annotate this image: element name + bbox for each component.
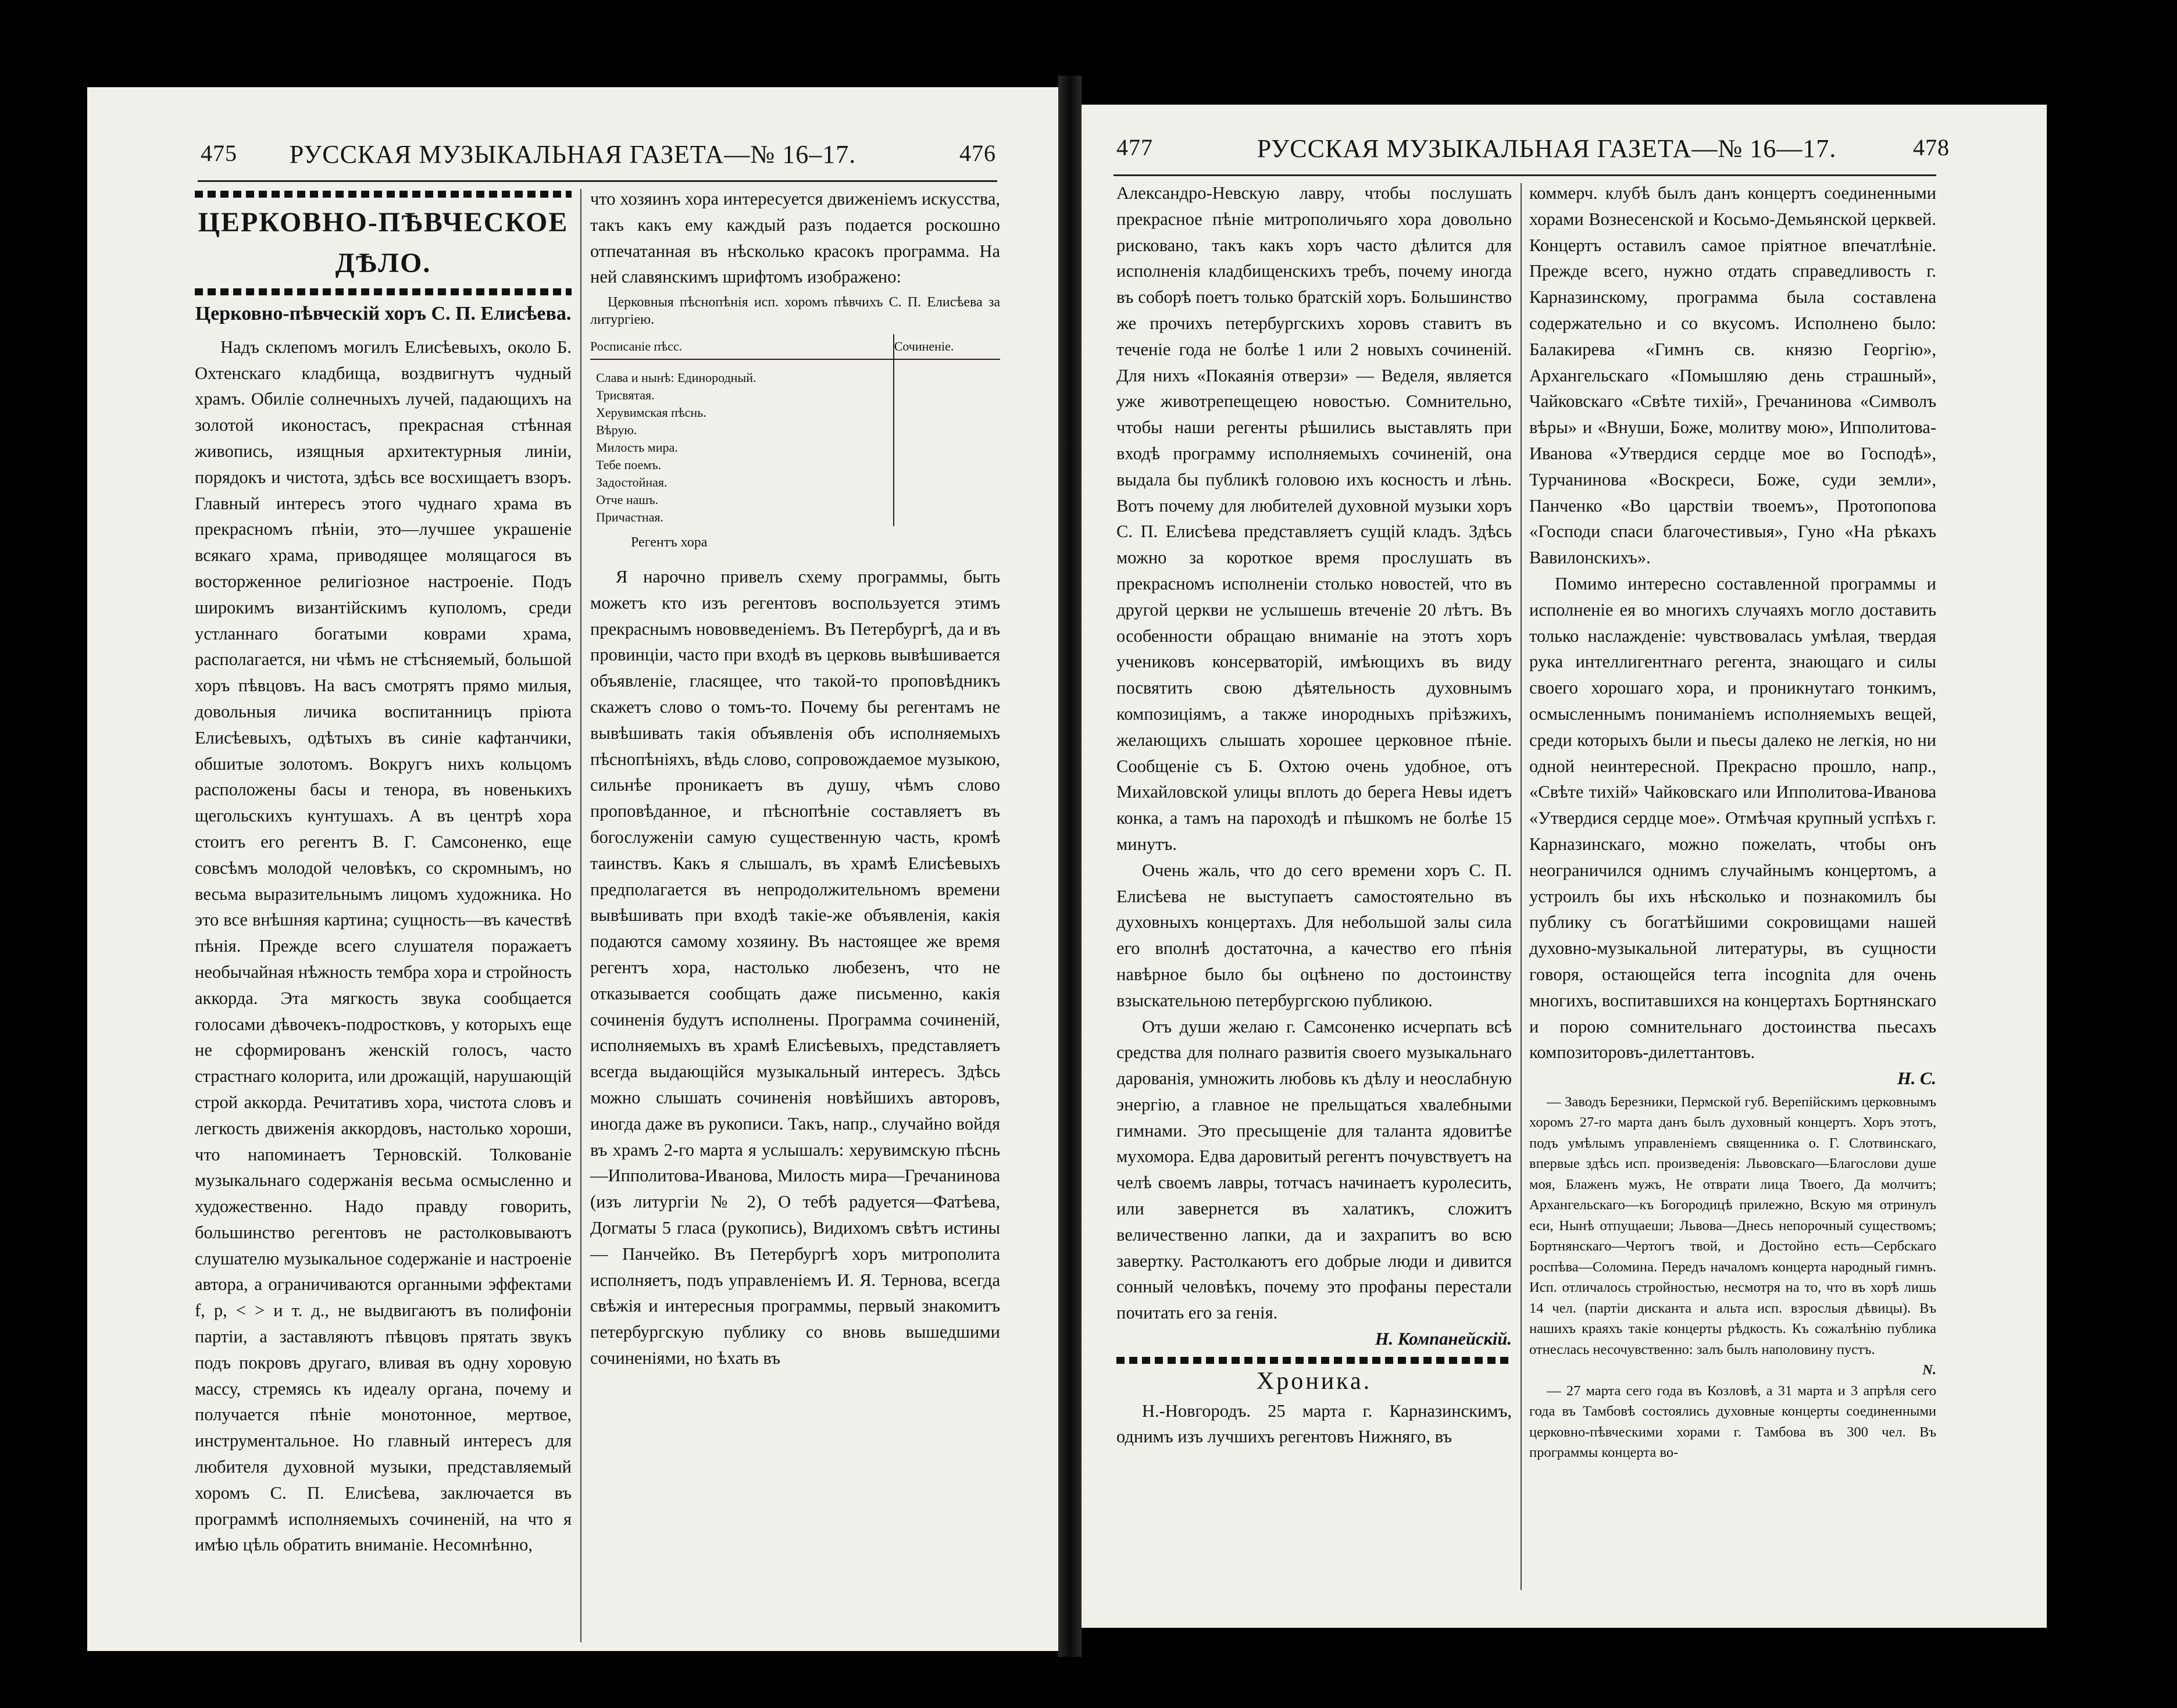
right-header-title: РУССКАЯ МУЗЫКАЛЬНАЯ ГАЗЕТА—№ 16—17. (1257, 134, 1837, 163)
program-item: Милость мира. (596, 440, 678, 455)
column-divider (1521, 183, 1522, 1590)
paragraph: Александро-Невскую лавру, чтобы послушать прекрасное пѣніе митрополичьяго хора довольно рисковано, такъ какъ хоръ часто дѣлится для исполненія кладбищенскихъ требъ, почему иногда въ соборѣ поетъ только братскій хоръ. Большинство же прочихъ петербургскихъ хоровъ ставитъ въ теченіе года не болѣе 1 или 2 новыхъ сочиненій. Для нихъ «Покаянія отверзи» — Веделя, является уже животрепещещею новостью. Сомнительно, чтобы наши регенты рѣшились выставлять при входѣ программу исполняемыхъ сочиненій, она выдала бы публикѣ головою ихъ косность и лѣнь. Вотъ почему для любителей духовной музыки хоръ С. П. Елисѣева представляетъ сущій кладъ. Здѣсь можно за короткое время прослушать въ прекрасномъ исполненіи столько новостей, что въ другой церкви не услышешь втеченіе 20 лѣтъ. Въ особенности обращаю вниманіе на этотъ хоръ учениковъ консерваторій, имѣющихъ въ виду посвятить свою дѣятельность духовнымъ композиціямъ, а также инородныхъ пріѣзжихъ, желающихъ слышать хорошее церковное пѣніе. Сообщеніе съ Б. Охтою очень удобное, отъ Михайловской улицы вплоть до берега Невы идетъ конка, а тамъ на пароходѣ и пѣшкомъ не болѣе 15 минутъ. (1116, 183, 1512, 854)
paragraph: Н.-Новгородъ. 25 марта г. Карназинскимъ, однимъ изъ лучшихъ регентовъ Нижняго, въ (1116, 1400, 1512, 1447)
paragraph: Помимо интересно составленной программы и исполненіе ея во многихъ случаяхъ могло доставить только наслажденіе: чувствовалась умѣлая, твердая рука интеллигентнаго регента, знающаго и силы своего хорошаго хора, и проникнутаго тонкимъ, осмысленнымъ пониманіемъ исполняемыхъ вещей, среди которыхъ были и пьесы далеко не легкія, но ни одной неинтересной. Прекрасно прошло, напр., «Свѣте тихій» Чайковскаго или Ипполитова-Иванова «Утвердися сердце мое». Отмѣчая крупный успѣхъ г. Карназинскаго, можно пожелать, чтобы онъ неограничился однимъ случайнымъ концертомъ, а устроилъ бы ихъ нѣсколько и познакомилъ бы публику съ богатѣйшими сокровищами нашей духовно-музыкальной литературы, въ сущности говоря, остающейся terra incognita для очень многихъ, воспитавшихся на концертахъ Бортнянскаго и порою сомнительнаго достоинства пьесахъ композиторовъ-дилеттантовъ. (1529, 573, 1937, 1063)
column-4 (1529, 180, 1936, 1463)
page-number-477: 477 (1116, 134, 1153, 160)
program-header-composition: Сочиненіе. (894, 334, 1000, 359)
section-title: ЦЕРКОВНО-ПѢВЧЕСКОЕ ДѢЛО. (198, 207, 569, 278)
small-print-news (1529, 1092, 1936, 1463)
program-item: Слава и нынѣ: Единородный. (596, 370, 756, 385)
left-page (87, 87, 1058, 1651)
column-2 (590, 186, 1000, 1371)
program-item: Причастная. (596, 510, 664, 525)
header-rule (198, 180, 997, 182)
page-number-476: 476 (959, 140, 996, 166)
column-3 (1116, 180, 1512, 1450)
program-item: Отче нашъ. (596, 492, 659, 508)
program-item: Вѣрую. (596, 423, 637, 438)
book-gutter (1058, 76, 1082, 1657)
program-footer: Регентъ хора (631, 535, 708, 551)
program-header-pieces: Росписаніе пѣсс. (590, 334, 894, 359)
chronicle-title: Хроника. (1256, 1367, 1372, 1395)
column-1 (195, 186, 572, 1558)
program-item: Трисвятая. (596, 388, 655, 403)
paragraph: Надъ склепомъ могилъ Елисѣевыхъ, около Б. Охтенскаго кладбища, воздвигнутъ чудный храмъ. Обиліе солнечныхъ лучей, падающихъ на золотой иконостасъ, прекрасная стѣнная живопись, изящныя архитектурныя линіи, порядокъ и чистота, здѣсь все восхищаетъ взоръ. Главный интересъ этого чуднаго храма въ прекрасномъ пѣніи, это—лучшее украшеніе всякаго храма, приводящее молящагося въ восторженное религіозное настроеніе. Подъ широкимъ византійскимъ куполомъ, среди устланнаго богатыми коврами храма, располагается, ни чѣмъ не стѣсняемый, большой хоръ пѣвцовъ. На васъ смотрятъ прямо милыя, довольныя личика воспитанницъ пріюта Елисѣевыхъ, одѣтыхъ въ синіе кафтанчики, обшитые золотомъ. Вокругъ нихъ кольцомъ расположены басы и тенора, въ новенькихъ щегольскихъ кунтушахъ. А въ центрѣ хора стоитъ его регентъ В. Г. Самсоненко, еще совсѣмъ молодой человѣкъ, со скромнымъ, но весьма выразительнымъ лицомъ художника. Но это все внѣшняя картина; сущность—въ качествѣ пѣнія. Прежде всего слушателя поражаетъ необычайная нѣжность тембра хора и стройность аккорда. Эта мягкость звука сообщается голосами дѣвочекъ-подростковъ, у которыхъ еще не сформированъ женскій голосъ, часто страстнаго колорита, или дрожащій, нарушающій строй аккорда. Речитативъ хора, чистота словъ и легкость движенія аккордовъ, настолько хороши, что напоминаетъ Терновскій. Толкованіе музыкальнаго содержанія весьма осмысленно и художественно. Надо правду говорить, большинство регентовъ не растолковываютъ слушателю музыкальное содержаніе и настроеніе автора, а ограничиваются органными эффектами f, p, < > и т. д., не выдвигаютъ въ полифоніи партіи, а заставляютъ пѣвцовъ прятать звукъ подъ покровъ другаго, вливая въ одну хоровую массу, стремясь къ идеалу органа, почему и получается пѣніе монотонное, мертвое, инструментальное. Но главный интересъ для любителя духовной музыки, представляемый хоромъ С. П. Елисѣева, заключается въ программѣ исполняемыхъ сочиненій, на что я имѣю цѣль обратить вниманіе. Несомнѣнно, (195, 337, 572, 1555)
paragraph: что хозяинъ хора интересуется движеніемъ искусства, такъ какъ ему каждый разъ подается роскошно отпечатанная въ нѣсколько красокъ программа. На ней славянскимъ шрифтомъ изображено: (590, 189, 1000, 287)
column-divider (580, 189, 581, 1642)
news-item: — Заводъ Березники, Пермской губ. Верепійскимъ церковнымъ хоромъ 27-го марта данъ былъ духовный концертъ. Хоръ этотъ, подъ умѣлымъ управленіемъ священника о. Г. Слотвинскаго, впервые здѣсь исп. произведенія: Львовскаго—Благослови душе моя, Блаженъ мужъ, Не отврати лица Твоего, Да молчитъ; Архангельскаго—къ Богородицѣ прилежно, Вскую мя отринулъ еси, Нынѣ отпущаеши; Львова—Днесь непорочный существомъ; Бортнянскаго—Чертогъ твой, и Достойно есть—Сербскаго роспѣва—Соломина. Передъ началомъ концерта народный гимнъ. Исп. отличалось стройностью, несмотря на то, что въ хорѣ лишь 14 чел. (партіи дисканта и альта исп. взрослыя дѣвицы). Въ нашихъ краяхъ такіе концерты рѣдкость. Къ сожалѣнію публика отнеслась несочувственно: залъ былъ наполовину пустъ. (1529, 1094, 1936, 1357)
ornament-chronicle (1116, 1357, 1512, 1364)
page-number-475: 475 (201, 140, 237, 166)
program-item: Тебе поемъ. (596, 458, 662, 473)
right-page-header (1082, 134, 2047, 174)
header-rule (1114, 174, 1936, 176)
paragraph: коммерч. клубѣ былъ данъ концертъ соединенными хорами Вознесенской и Косьмо-Демьянской церквей. Концертъ оставилъ самое пріятное впечатлѣніе. Прежде всего, нужно отдать справедливость г. Карназинскому, программа была составлена содержательно и со вкусомъ. Исполнено было: Балакирева «Гимнъ св. князю Георгію», Архангельскаго «Помышляю день страшный», Чайковскаго «Свѣте тихій», Гречанинова «Символъ вѣры» и «Внуши, Боже, молитву мою», Ипполитова-Иванова «Утвердися сердце мое во Господѣ», Турчанинова «Воскреси, Боже, суди земли», Панченко «Во царствіи твоемъ», Протопопова «Господи спаси благочестивыя», Гуно «На рѣкахъ Вавилонскихъ». (1529, 183, 1936, 568)
paragraph: Отъ души желаю г. Самсоненко исчерпать всѣ средства для полнаго развитія своего музыкальнаго дарованія, умножить любовь къ дѣлу и неослабную энергію, а главное не прельщаться хвалебными гимнами. Это пресыщеніе для таланта ядовитѣе мухомора. Едва даровитый регентъ почувствуетъ на челѣ своемъ лавры, тотчасъ начинаетъ куролесить, или завернется въ халатикъ, сложитъ величественно лапки, да и захрапитъ во всю завертку. Растолкаютъ его добрые люди и дивится сонный человѣкъ, почему это профаны перестали почитать его за генія. (1116, 1016, 1512, 1323)
news-item: — 27 марта сего года въ Козловѣ, а 31 марта и 3 апрѣля сего года въ Тамбовѣ состоялись духовные концерты соединенными церковно-пѣвческими хорами г. Тамбова въ 300 чел. Въ программы концерта во- (1529, 1382, 1936, 1461)
signature: Н. С. (1897, 1069, 1936, 1089)
paragraph: Я нарочно привелъ схему программы, быть можетъ кто изъ регентовъ воспользуется этимъ прекраснымъ нововведеніемъ. Въ Петербургѣ, да и въ провинціи, часто при входѣ въ церковь вывѣшивается объявленіе, гласящее, что такой-то проповѣдникъ скажетъ слово о томъ-то. Почему бы регентамъ не вывѣшивать такія объявленія объ исполняемыхъ пѣснопѣніяхъ, вѣдь слово, сопровождаемое музыкою, сильнѣе проникаетъ въ душу, чѣмъ слово проповѣданное, и пѣснопѣніе составляетъ въ богослуженіи самую существенную часть, кромѣ таинствъ. Какъ я слышалъ, въ храмѣ Елисѣевыхъ предполагается въ непродолжительномъ времени вывѣшивать при входѣ такіе-же объявленія, какія подаются самому хозяину. Въ настоящее же время регентъ хора, настолько любезенъ, что не отказывается сообщать даже письменно, какія сочиненія будутъ исполнены. Программа сочиненій, исполняемыхъ въ храмѣ Елисѣевыхъ, представляетъ всегда выдающійся музыкальный интересъ. Здѣсь можно слышать сочиненія новѣйшихъ авторовъ, иногда даже въ рукописи. Такъ, напр., случайно войдя въ храмъ 2-го марта я услышалъ: херувимскую пѣснь—Ипполитова-Иванова, Милость мира—Гречанинова (изъ литургіи № 2), О тебѣ радуется—Фатѣева, Догматы 5 гласа (рукопись), Видихомъ свѣтъ истины — Панчейко. Въ Петербургѣ хоръ митрополита исполняетъ, подъ управленіемъ И. Я. Тернова, всегда свѣжія и интересныя программы, первый знакомитъ петербургскую публику со вновь вышедшими сочиненіями, но ѣхать въ (590, 566, 1000, 1368)
left-header-title: РУССКАЯ МУЗЫКАЛЬНАЯ ГАЗЕТА—№ 16–17. (289, 140, 856, 169)
page-number-478: 478 (1913, 134, 1950, 160)
signature: Н. Компанейскій. (1375, 1329, 1512, 1349)
left-page-header (87, 140, 1058, 180)
program-caption: Церковныя пѣснопѣнія исп. хоромъ пѣвчихъ С. П. Елисѣева за литургіею. (590, 295, 1000, 328)
signature: N. (1922, 1362, 1936, 1378)
right-page (1082, 105, 2047, 1628)
paragraph: Очень жаль, что до сего времени хоръ С. П. Елисѣева не выступаетъ самостоятельно въ духовныхъ концертахъ. Для небольшой залы сила его вполнѣ достаточна, а качество его пѣнія навѣрное было бы оцѣнено по достоинству взыскательною петербургскою публикою. (1116, 860, 1512, 1010)
article-title: Церковно-пѣвческій хоръ С. П. Елисѣева. (195, 303, 572, 324)
ornament-bottom (195, 288, 572, 295)
program-table (590, 334, 1000, 526)
program-item: Херувимская пѣснь. (596, 405, 706, 420)
program-item: Задостойная. (596, 475, 668, 490)
ornament-top (195, 191, 572, 198)
